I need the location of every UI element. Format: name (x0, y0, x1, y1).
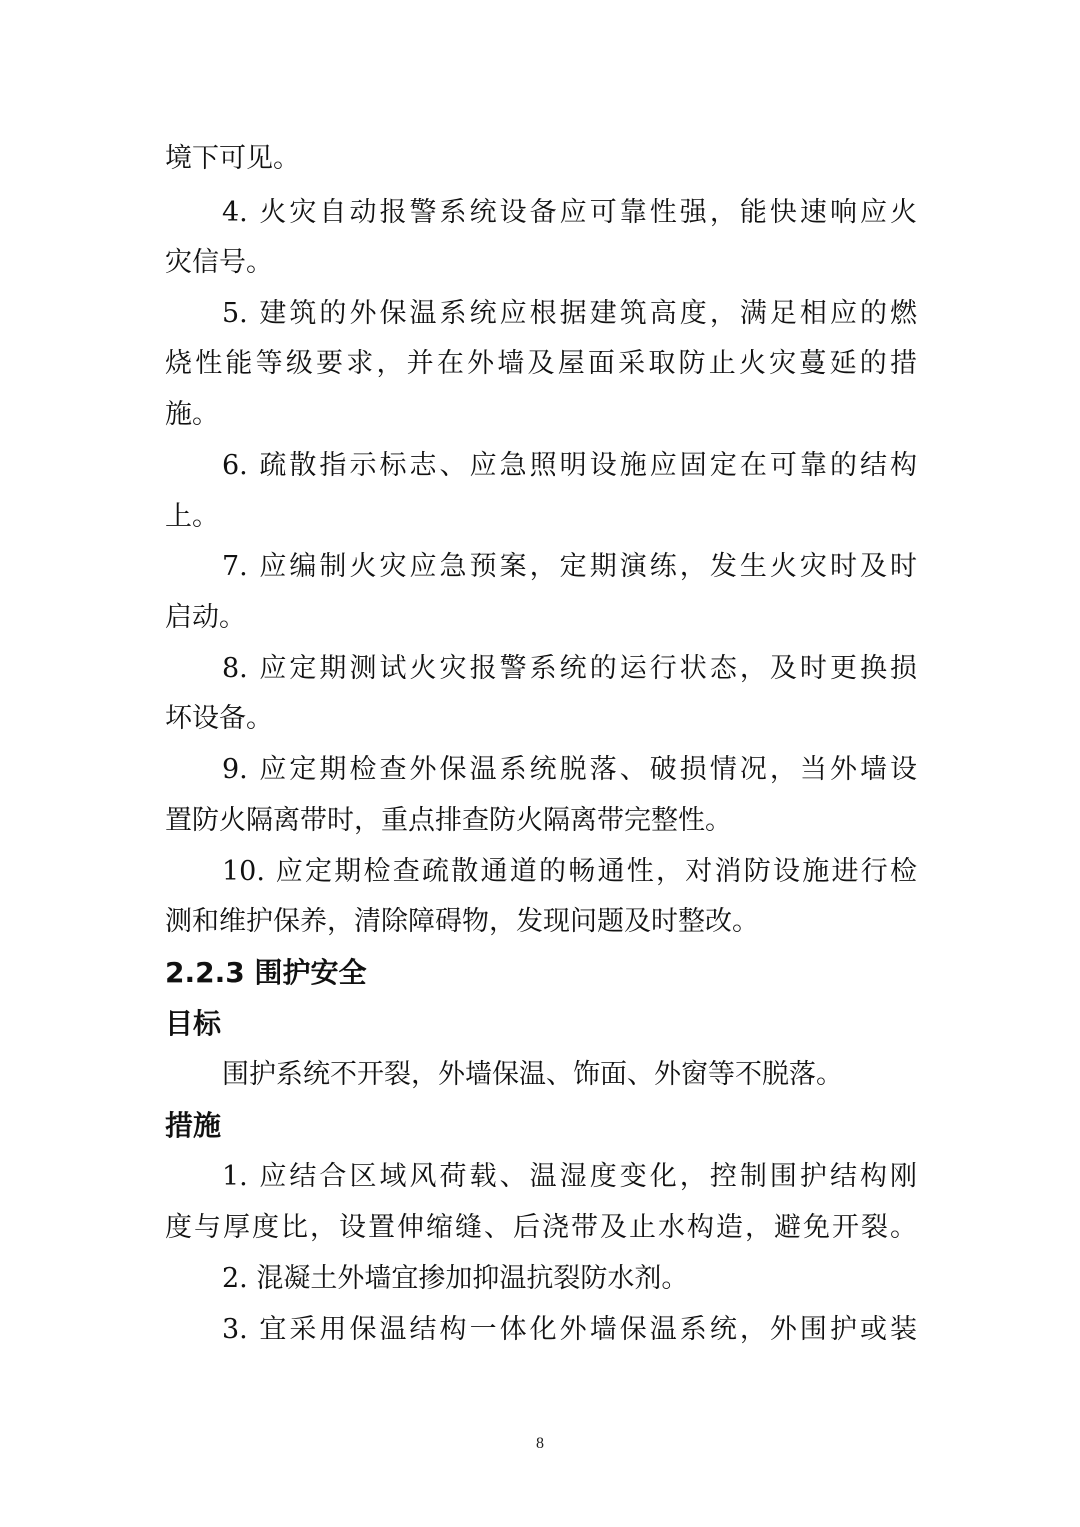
goal-text: 围护系统不开裂，外墙保温、饰面、外窗等不脱落。 (222, 1059, 843, 1090)
measure-3-line-1: 3. 宜采用保温结构一体化外墙保温系统，外围护或装 (222, 1314, 917, 1345)
measures-heading: 措施 (165, 1109, 222, 1142)
measure-2-line-1: 2. 混凝土外墙宜掺加抑温抗裂防水剂。 (222, 1263, 689, 1294)
list-item-7-line-1: 7. 应编制火灾应急预案，定期演练，发生火灾时及时 (222, 551, 917, 582)
list-item-6-line-2: 上。 (165, 501, 219, 532)
list-item-5-line-1: 5. 建筑的外保温系统应根据建筑高度，满足相应的燃 (222, 298, 917, 329)
list-item-10-line-1: 10. 应定期检查疏散通道的畅通性，对消防设施进行检 (222, 856, 917, 887)
list-item-8-line-1: 8. 应定期测试火灾报警系统的运行状态，及时更换损 (222, 653, 917, 684)
measure-1-line-2: 度与厚度比，设置伸缩缝、后浇带及止水构造，避免开裂。 (165, 1212, 917, 1243)
list-item-6-line-1: 6. 疏散指示标志、应急照明设施应固定在可靠的结构 (222, 450, 917, 481)
list-item-5-line-2: 烧性能等级要求，并在外墙及屋面采取防止火灾蔓延的措 (165, 348, 917, 379)
measure-1-line-1: 1. 应结合区域风荷载、温湿度变化，控制围护结构刚 (222, 1161, 917, 1192)
list-item-8-line-2: 坏设备。 (165, 703, 273, 734)
list-item-9-line-1: 9. 应定期检查外保温系统脱落、破损情况，当外墙设 (222, 754, 917, 785)
list-item-4-line-2: 灾信号。 (165, 247, 273, 278)
text-line: 境下可见。 (165, 143, 300, 174)
page-number: 8 (536, 1435, 544, 1452)
list-item-5-line-3: 施。 (165, 399, 219, 430)
list-item-4-line-1: 4. 火灾自动报警系统设备应可靠性强，能快速响应火 (222, 197, 917, 228)
list-item-10-line-2: 测和维护保养，清除障碍物，发现问题及时整改。 (165, 906, 759, 937)
goal-heading: 目标 (165, 1007, 222, 1040)
list-item-7-line-2: 启动。 (165, 602, 246, 633)
section-heading: 2.2.3 围护安全 (165, 956, 367, 989)
list-item-9-line-2: 置防火隔离带时，重点排查防火隔离带完整性。 (165, 805, 732, 836)
